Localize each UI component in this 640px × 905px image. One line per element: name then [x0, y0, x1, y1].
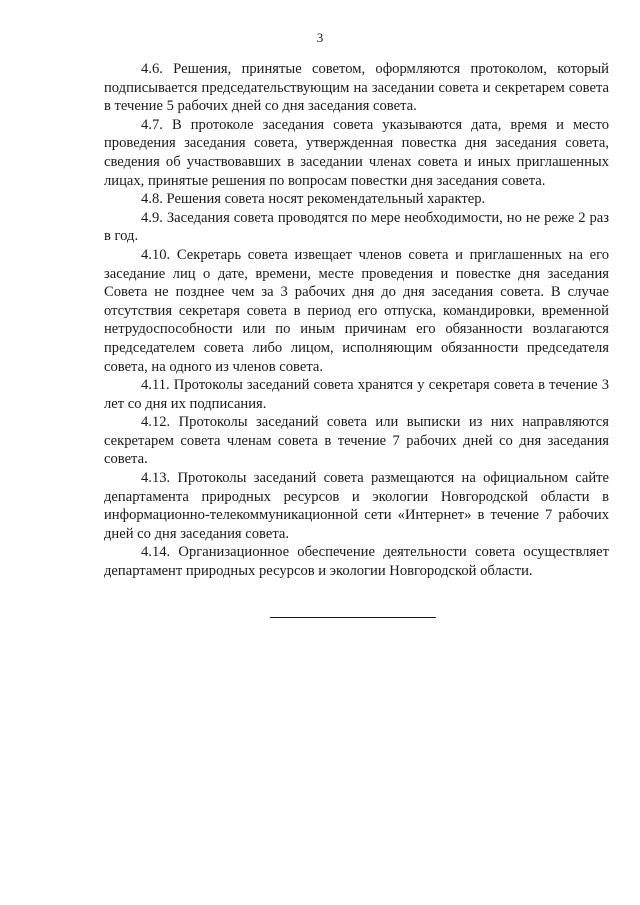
paragraph-4-11: 4.11. Протоколы заседаний совета хранятся у секретаря совета в течение 3 лет со дня их подписания.: [104, 377, 609, 412]
page-number: 3: [316, 30, 324, 45]
paragraph-4-12: 4.12. Протоколы заседаний совета или выписки из них направляются секретарем совета членам совета в течение 7 рабочих дней со дня заседания совета.: [104, 414, 609, 468]
closing-divider-line: [270, 617, 436, 618]
paragraph-4-10: 4.10. Секретарь совета извещает членов совета и приглашенных на его заседание лиц о дате, времени, месте проведения и повестке дня заседания Совета не позднее чем за 3 рабочих дня до дня заседания совета. В случае отсутствия секретаря совета в период его отпуска, командировки, временной нетрудоспособности или по иным причинам его обязанности возлагаются председателем совета либо лицом, исполняющим обязанности председателя совета, на одного из членов совета.: [104, 246, 609, 375]
paragraph-4-13: 4.13. Протоколы заседаний совета размещаются на официальном сайте департамента природных ресурсов и экологии Новгородской области в информационно-телекоммуникационной сети «Интернет» в течение 7 рабочих дней со дня заседания совета.: [104, 470, 609, 542]
paragraph-4-6: 4.6. Решения, принятые советом, оформляются протоколом, который подписывается председательствующим на заседании совета и секретарем совета в течение 5 рабочих дней со дня заседания совета.: [104, 61, 609, 115]
document-body: [104, 60, 609, 581]
paragraph-4-8: 4.8. Решения совета носят рекомендательный характер.: [141, 191, 486, 208]
paragraph-4-7: 4.7. В протоколе заседания совета указываются дата, время и место проведения заседания совета, утвержденная повестка дня заседания совета, сведения об участвовавших в заседании членах совета и иных приглашенных лицах, принятые решения по вопросам повестки дня заседания совета.: [104, 116, 609, 189]
paragraph-4-9: 4.9. Заседания совета проводятся по мере необходимости, но не реже 2 раз в год.: [104, 209, 609, 245]
paragraph-4-14: 4.14. Организационное обеспечение деятельности совета осуществляет департамент природных ресурсов и экологии Новгородской области.: [104, 544, 609, 580]
